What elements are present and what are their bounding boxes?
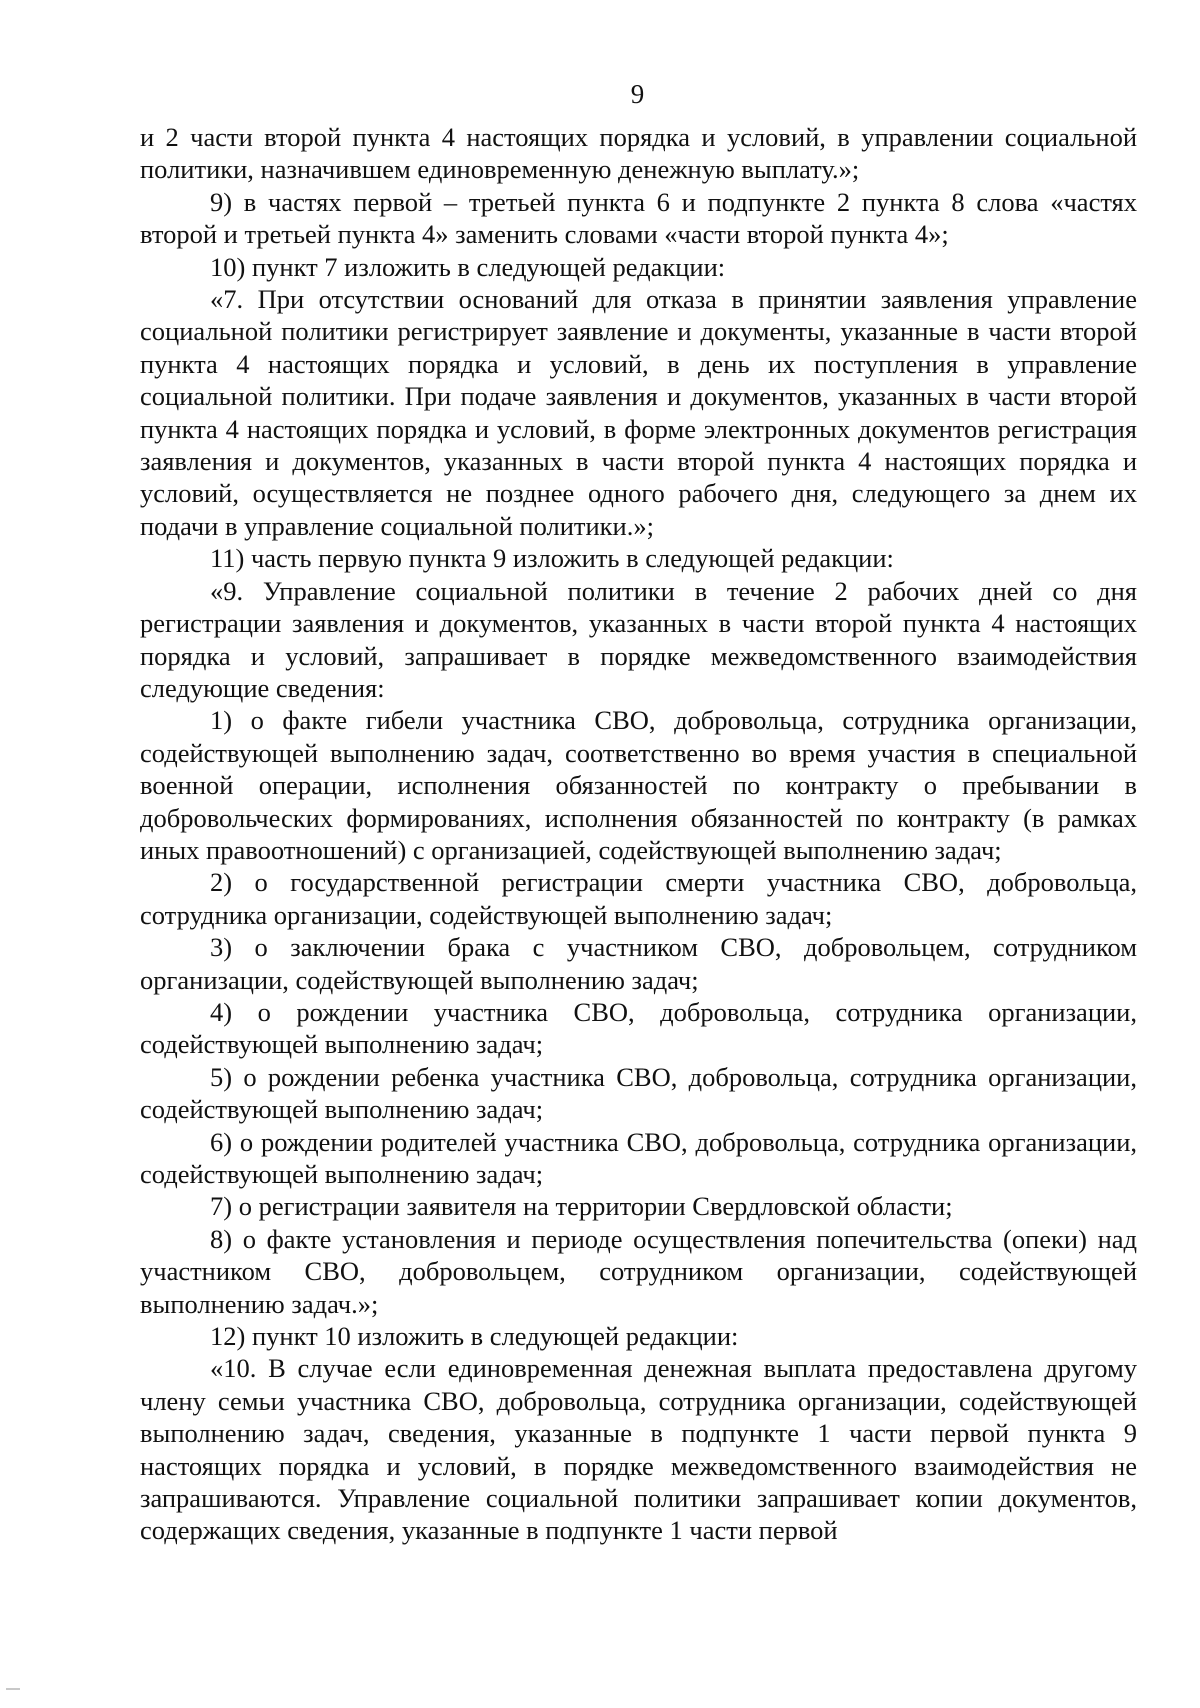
paragraph-clause-10: «10. В случае если единовременная денежная выплата предоставлена другому члену семьи участника СВО, добровольца, сотрудника организации, содействующей выполнению задач, сведения, указанные в подпункте 1 части первой пункта 9 настоящих порядка и условий, в порядке межведомственного взаимодействия не запрашиваются. Управление социальной политики запрашивает копии документов, содержащих сведения, указанные в подпункте 1 части первой: [140, 1353, 1137, 1546]
paragraph-item-9: 9) в частях первой – третьей пункта 6 и подпункте 2 пункта 8 слова «частях второй и третьей пункта 4» заменить словами «части второй пункта 4»;: [140, 186, 1137, 250]
paragraph-subitem-4: 4) о рождении участника СВО, добровольца, сотрудника организации, содействующей выполнению задач;: [140, 996, 1137, 1060]
paragraph-item-10: 10) пункт 7 изложить в следующей редакции:: [210, 251, 726, 282]
document-body: [140, 121, 1137, 1547]
paragraph-item-11: 11) часть первую пункта 9 изложить в следующей редакции:: [210, 543, 894, 574]
page-number: 9: [630, 79, 645, 109]
paragraph-subitem-8: 8) о факте установления и периоде осуществления попечительства (опеки) над участником СВО, добровольцем, сотрудником организации, содействующей выполнению задач.»;: [140, 1223, 1137, 1319]
paragraph-clause-7: «7. При отсутствии оснований для отказа в принятии заявления управление социальной политики регистрирует заявление и документы, указанные в части второй пункта 4 настоящих порядка и условий, в день их поступления в управление социальной политики. При подаче заявления и документов, указанных в части второй пункта 4 настоящих порядка и условий, в форме электронных документов регистрация заявления и документов, указанных в части второй пункта 4 настоящих порядка и условий, осуществляется не позднее одного рабочего дня, следующего за днем их подачи в управление социальной политики.»;: [140, 284, 1137, 541]
paragraph-subitem-1: 1) о факте гибели участника СВО, добровольца, сотрудника организации, содействующей выполнению задач, соответственно во время участия в специальной военной операции, исполнения обязанностей по контракту о пребывании в добровольческих формированиях, исполнения обязанностей по контракту (в рамках иных правоотношений) с организацией, содействующей выполнению задач;: [140, 705, 1137, 865]
paragraph-continuation: и 2 части второй пункта 4 настоящих порядка и условий, в управлении социальной политики, назначившем единовременную денежную выплату.»;: [140, 122, 1137, 185]
scan-margin-mark: [6, 1688, 20, 1690]
paragraph-subitem-2: 2) о государственной регистрации смерти участника СВО, добровольца, сотрудника организации, содействующей выполнению задач;: [140, 867, 1137, 930]
paragraph-subitem-6: 6) о рождении родителей участника СВО, добровольца, сотрудника организации, содействующей выполнению задач;: [140, 1126, 1137, 1189]
paragraph-item-12: 12) пункт 10 изложить в следующей редакции:: [210, 1321, 739, 1352]
paragraph-subitem-5: 5) о рождении ребенка участника СВО, добровольца, сотрудника организации, содействующей выполнению задач;: [140, 1061, 1137, 1125]
paragraph-clause-9: «9. Управление социальной политики в течение 2 рабочих дней со дня регистрации заявления и документов, указанных в части второй пункта 4 настоящих порядка и условий, запрашивает в порядке межведомственного взаимодействия следующие сведения:: [140, 575, 1137, 703]
paragraph-subitem-7: 7) о регистрации заявителя на территории Свердловской области;: [210, 1191, 953, 1222]
paragraph-subitem-3: 3) о заключении брака с участником СВО, добровольцем, сотрудником организации, содействующей выполнению задач;: [140, 932, 1137, 995]
